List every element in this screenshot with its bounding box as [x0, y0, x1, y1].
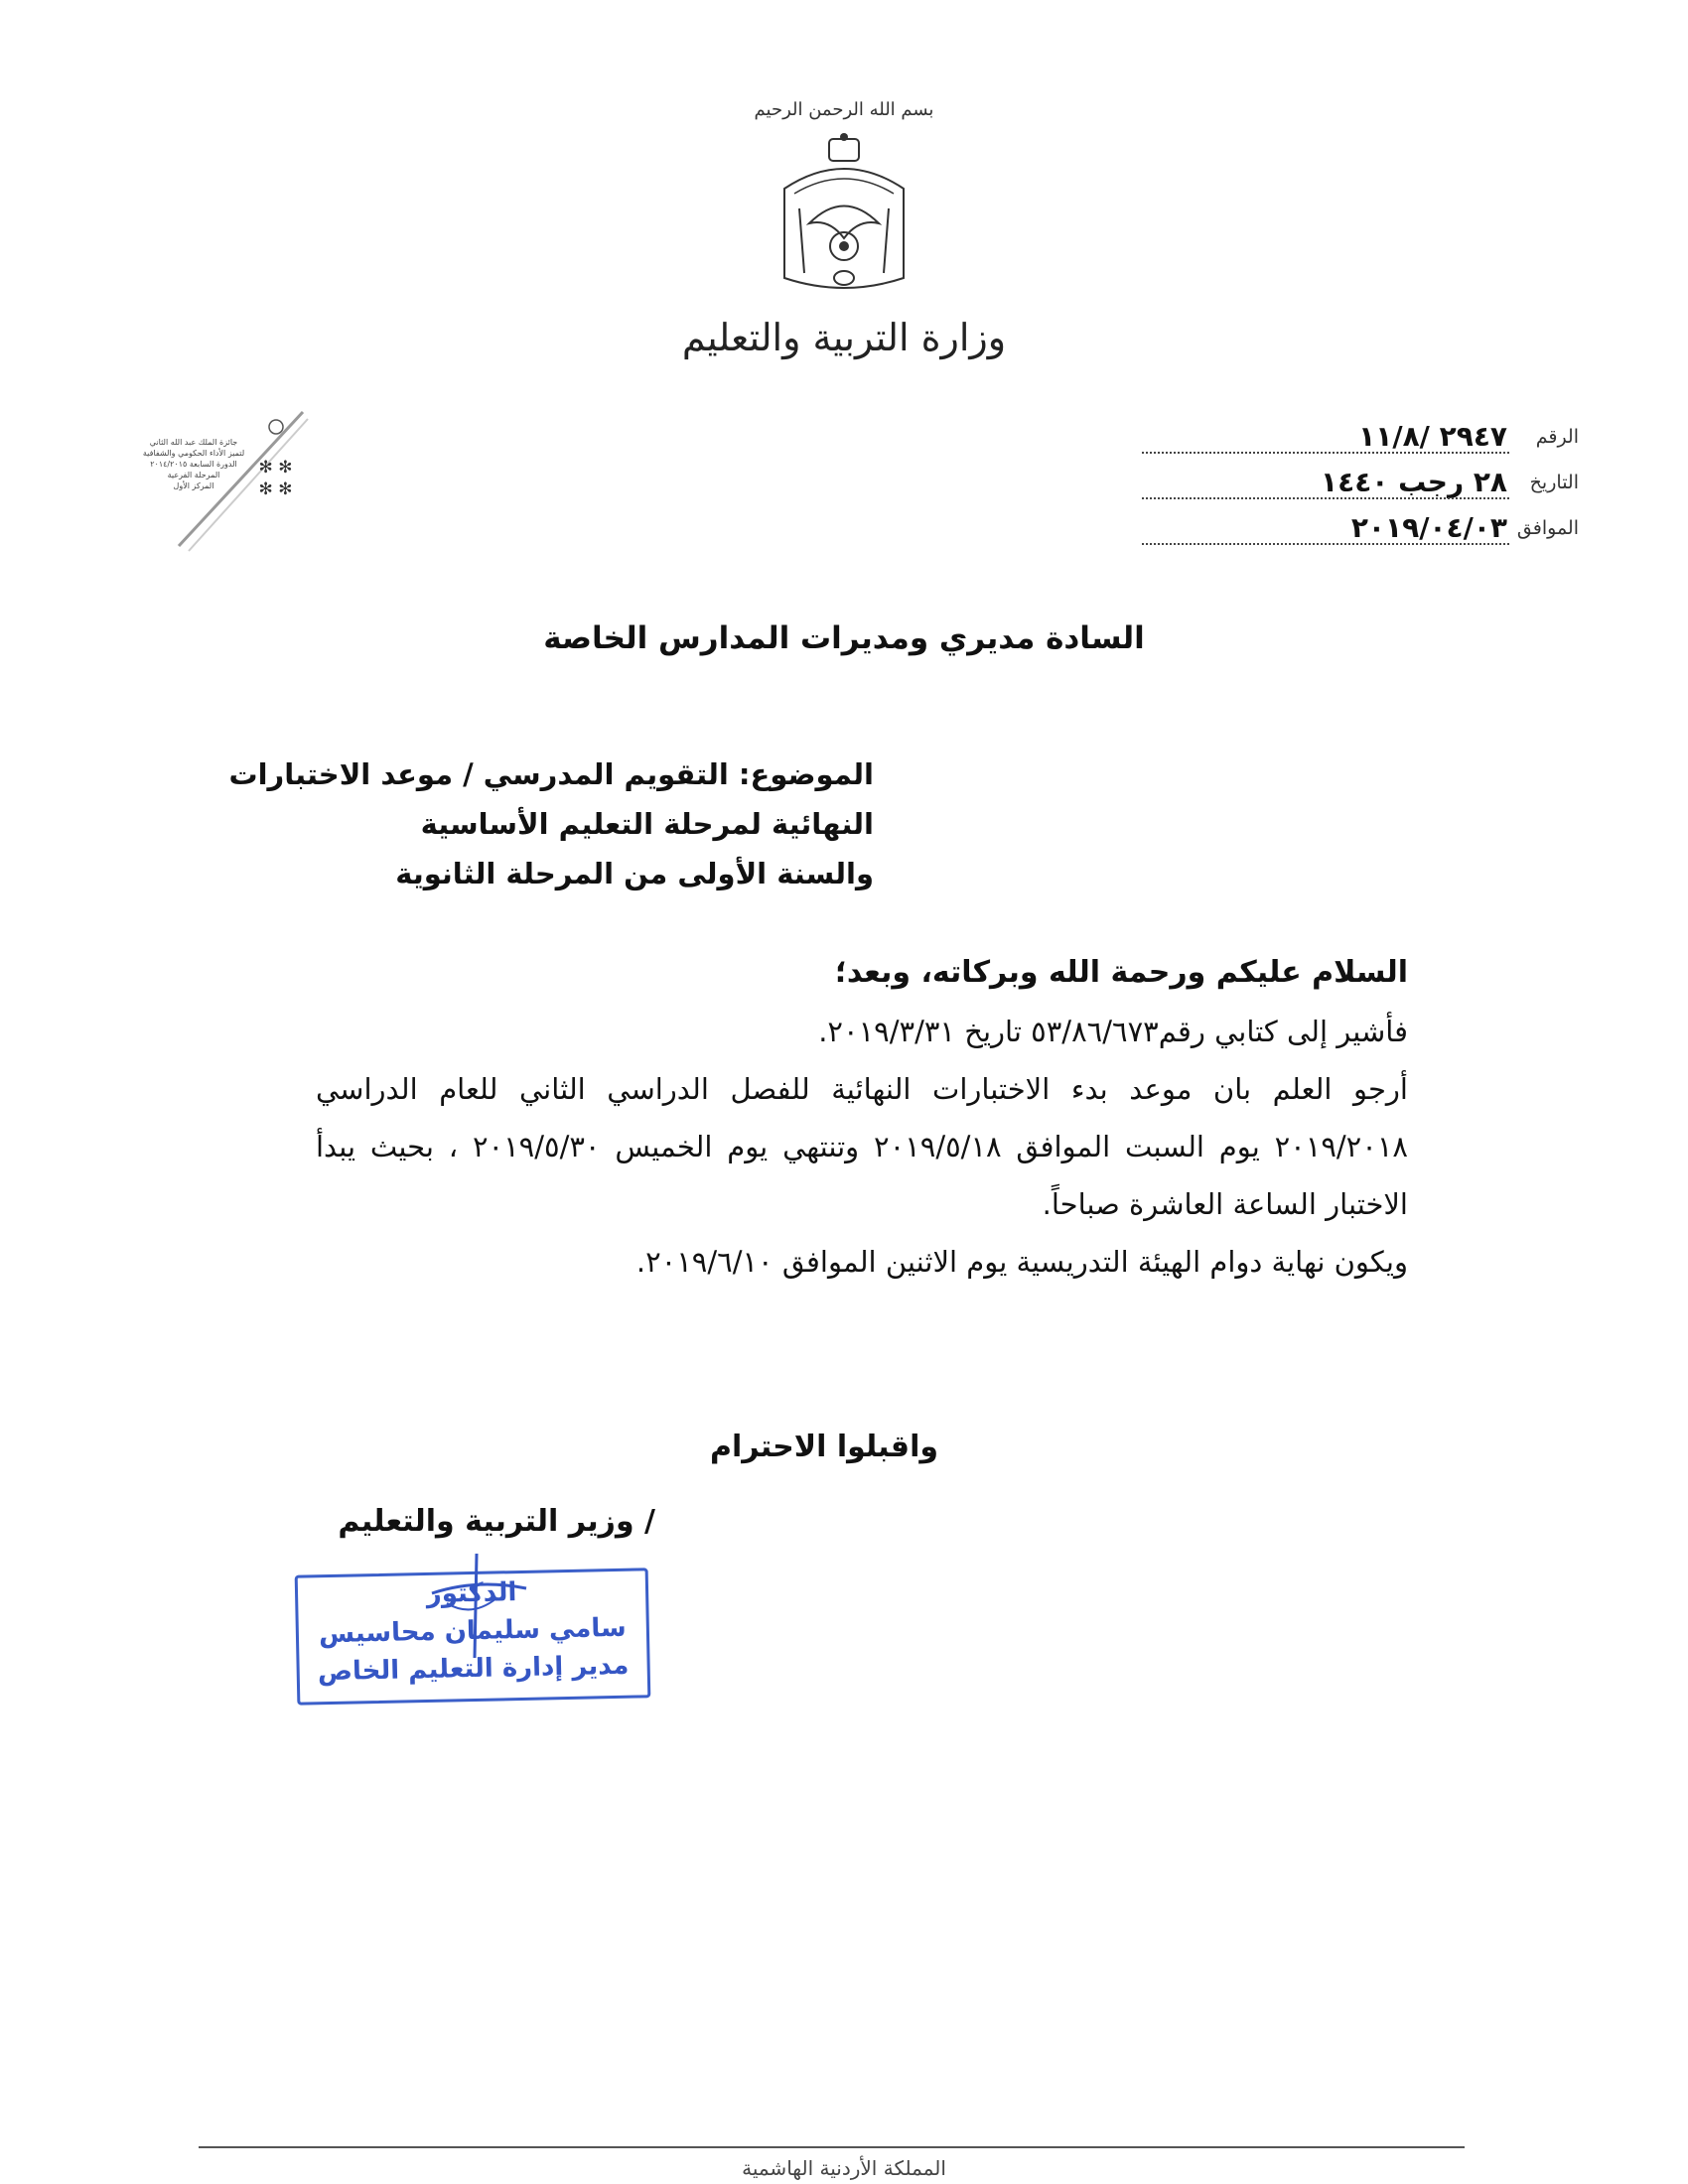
- award-line: المركز الأول: [173, 481, 214, 490]
- reference-block: [1142, 422, 1579, 559]
- body-paragraph: فأشير إلى كتابي رقم٥٣/٨٦/٦٧٣ تاريخ ٢٠١٩/٣/٣١.: [818, 1015, 1408, 1048]
- reference-date-label: التاريخ: [1529, 472, 1579, 493]
- subject-line: النهائية لمرحلة التعليم الأساسية: [420, 807, 874, 841]
- footer-divider: [199, 2146, 1465, 2148]
- stamp-line: سامي سليمان محاسيس: [318, 1612, 627, 1650]
- stamp-line: الدكتور: [426, 1577, 517, 1609]
- subject-block: [228, 750, 874, 898]
- subject-line: الموضوع: التقويم المدرسي / موعد الاختبارات: [228, 757, 874, 791]
- reference-number-value: ٢٩٤٧ /١١/٨: [1358, 420, 1507, 453]
- subject-line: والسنة الأولى من المرحلة الثانوية: [395, 857, 874, 890]
- footer-text: المملكة الأردنية الهاشمية: [742, 2156, 946, 2180]
- reference-corresponding-value: ٢٠١٩/٠٤/٠٣: [1350, 511, 1507, 544]
- signatory-title: / وزير التربية والتعليم: [338, 1504, 655, 1539]
- ministry-name: وزارة التربية والتعليم: [681, 316, 1007, 359]
- reference-corresponding-label: الموافق: [1516, 517, 1579, 539]
- reference-number-label: الرقم: [1535, 426, 1579, 448]
- closing-phrase: واقبلوا الاحترام: [709, 1430, 938, 1464]
- award-stars-icon: ✻ ✻ ✻ ✻: [258, 458, 293, 499]
- award-line: جائزة الملك عبد الله الثاني: [149, 438, 238, 447]
- award-line: المرحلة الفرعية: [167, 471, 220, 479]
- dotted-line: [1142, 497, 1509, 499]
- award-line: الدورة السابعة ٢٠١٤/٢٠١٥: [150, 460, 237, 469]
- reference-date-row: [1142, 468, 1579, 513]
- handwritten-signature-icon: [417, 1549, 536, 1668]
- greeting: السلام عليكم ورحمة الله وبركاته، وبعد؛: [834, 955, 1408, 990]
- reference-number-row: [1142, 422, 1579, 468]
- dotted-line: [1142, 452, 1509, 454]
- body-paragraph: ويكون نهاية دوام الهيئة التدريسية يوم الاثنين الموافق ٢٠١٩/٦/١٠.: [635, 1245, 1408, 1279]
- coat-of-arms-icon: [765, 129, 923, 298]
- body-paragraph: أرجو العلم بان موعد بدء الاختبارات النهائية للفصل الدراسي الثاني للعام الدراسي ٢٠١٩/٢٠١٨ يوم السبت الموافق ٢٠١٩/٥/١٨ وتنتهي يوم الخميس ٢٠١٩/٥/٣٠ ، بحيث يبدأ الاختبار الساعة العاشرة صباحاً.: [316, 1072, 1408, 1221]
- dotted-line: [1142, 543, 1509, 545]
- reference-date-value: ٢٨ رجب ١٤٤٠: [1321, 466, 1507, 498]
- stamp-line: مدير إدارة التعليم الخاص: [317, 1650, 630, 1688]
- award-seal-text: [134, 437, 253, 491]
- basmala: بسم الله الرحمن الرحيم: [754, 99, 934, 120]
- letter-body: [316, 943, 1408, 1291]
- award-line: لتميز الأداء الحكومي والشفافية: [142, 449, 245, 458]
- reference-corresponding-row: [1142, 513, 1579, 559]
- addressee: السادة مديري ومديرات المدارس الخاصة: [543, 620, 1145, 656]
